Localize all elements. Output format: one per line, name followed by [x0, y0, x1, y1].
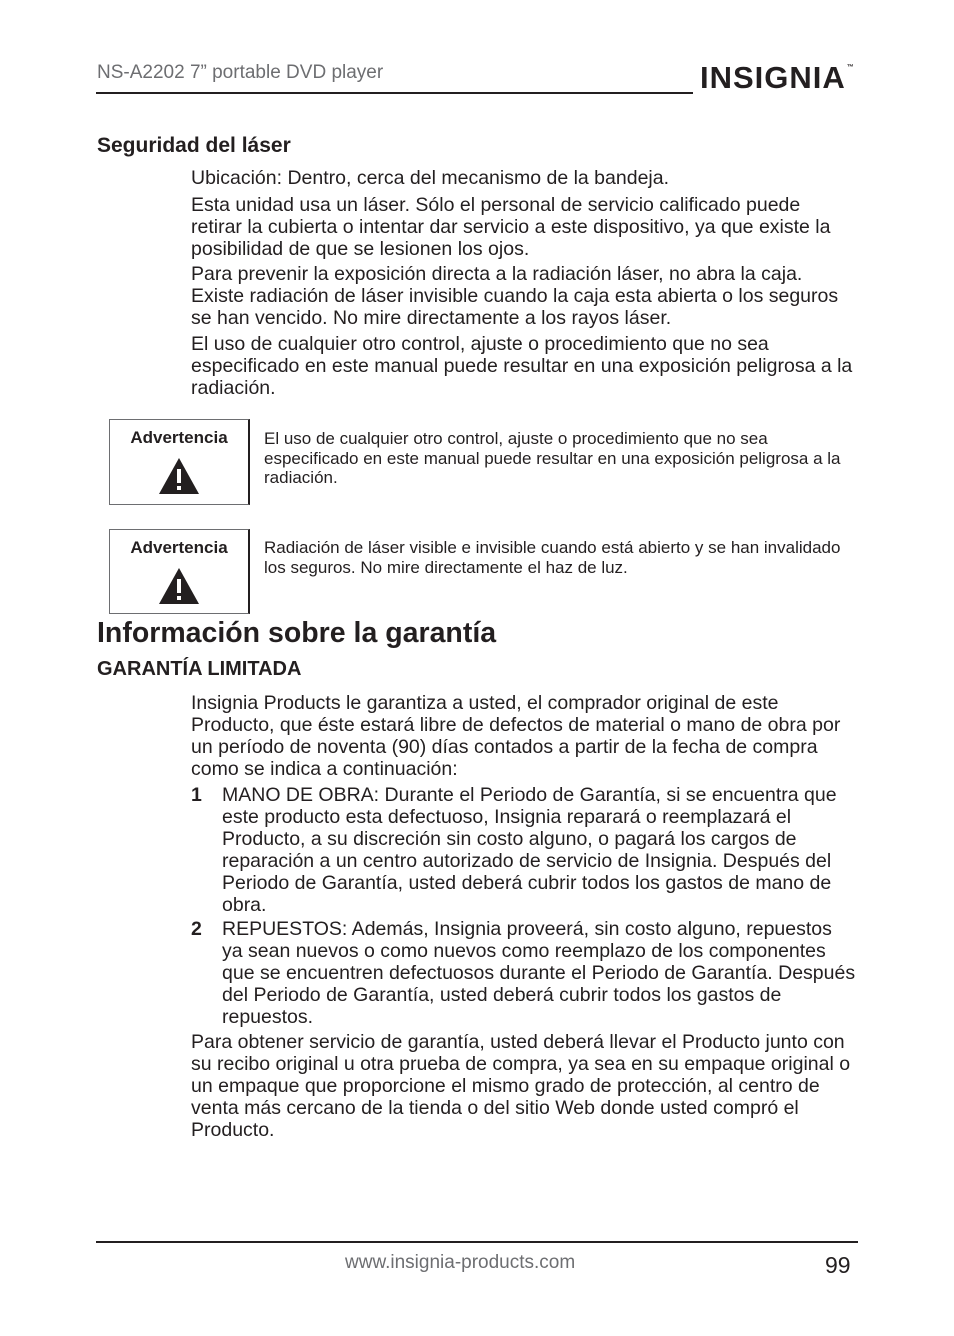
- warning-text: El uso de cualquier otro control, ajuste o procedimiento que no sea especificado en este manual puede resultar en una exposición peligrosa a la radiación.: [264, 429, 841, 488]
- warning-triangle-icon: [158, 457, 200, 495]
- header-divider: [96, 92, 693, 94]
- laser-paragraph: Ubicación: Dentro, cerca del mecanismo de la bandeja.: [191, 167, 670, 189]
- laser-paragraph: El uso de cualquier otro control, ajuste o procedimiento que no sea especificado en este manual puede resultar en una exposición peligrosa a la radiación.: [191, 333, 853, 399]
- subheading-limited-warranty: GARANTÍA LIMITADA: [97, 658, 302, 680]
- warranty-closing: Para obtener servicio de garantía, usted deberá llevar el Producto junto con su recibo original u otra prueba de compra, ya sea en su empaque original o un empaque que proporcione el mismo grado de protección, al centro de venta más cercano de la tienda o del sitio Web donde usted compró el Producto.: [191, 1031, 851, 1141]
- logo-text: INSIGNIA: [700, 60, 846, 95]
- warning-text: Radiación de láser visible e invisible cuando está abierto y se han invalidado los seguros. No mire directamente el haz de luz.: [264, 538, 841, 577]
- document-title: NS-A2202 7” portable DVD player: [97, 62, 384, 83]
- list-item-number: 1: [191, 784, 202, 806]
- section-heading-laser: Seguridad del láser: [97, 134, 291, 157]
- list-item-number: 2: [191, 918, 202, 940]
- footer-url: www.insignia-products.com: [345, 1252, 576, 1273]
- warning-callout-box: [109, 529, 250, 614]
- list-item-text: MANO DE OBRA: Durante el Periodo de Garantía, si se encuentra que este producto esta defectuoso, Insignia reparará o reemplazará el Producto, a su discreción sin costo alguno, o pagará los cargos de reparación a un centro autorizado de servicio de Insignia. Después del Periodo de Garantía, usted deberá cubrir todos los gastos de mano de obra.: [222, 784, 837, 916]
- warning-callout-box: [109, 419, 250, 505]
- list-item-text: REPUESTOS: Además, Insignia proveerá, sin costo alguno, repuestos ya sean nuevos o como nuevos como reemplazo de los componentes que se encuentren defectuosos durante el Periodo de Garantía. Después del Periodo de Garantía, usted deberá cubrir todos los gastos de repuestos.: [222, 918, 856, 1028]
- warning-triangle-icon: [158, 567, 200, 605]
- laser-paragraph: Para prevenir la exposición directa a la radiación láser, no abra la caja. Existe radiación de láser invisible cuando la caja esta abierta o los seguros se han vencido. No mire directamente a los rayos láser.: [191, 263, 839, 329]
- warning-label: Advertencia: [130, 428, 228, 447]
- insignia-logo: [700, 60, 855, 96]
- page-number: 99: [825, 1252, 851, 1278]
- laser-paragraph: Esta unidad usa un láser. Sólo el personal de servicio calificado puede retirar la cubierta o intentar dar servicio a este dispositivo, ya que existe la posibilidad de que se lesionen los ojos.: [191, 194, 831, 260]
- warranty-intro: Insignia Products le garantiza a usted, el comprador original de este Producto, que éste estará libre de defectos de material o mano de obra por un período de noventa (90) días contados a partir de la fecha de compra como se indica a continuación:: [191, 692, 841, 780]
- section-heading-warranty: Información sobre la garantía: [97, 617, 497, 649]
- trademark-symbol: ™: [846, 64, 855, 71]
- footer-divider: [96, 1241, 858, 1243]
- warning-label: Advertencia: [130, 538, 228, 557]
